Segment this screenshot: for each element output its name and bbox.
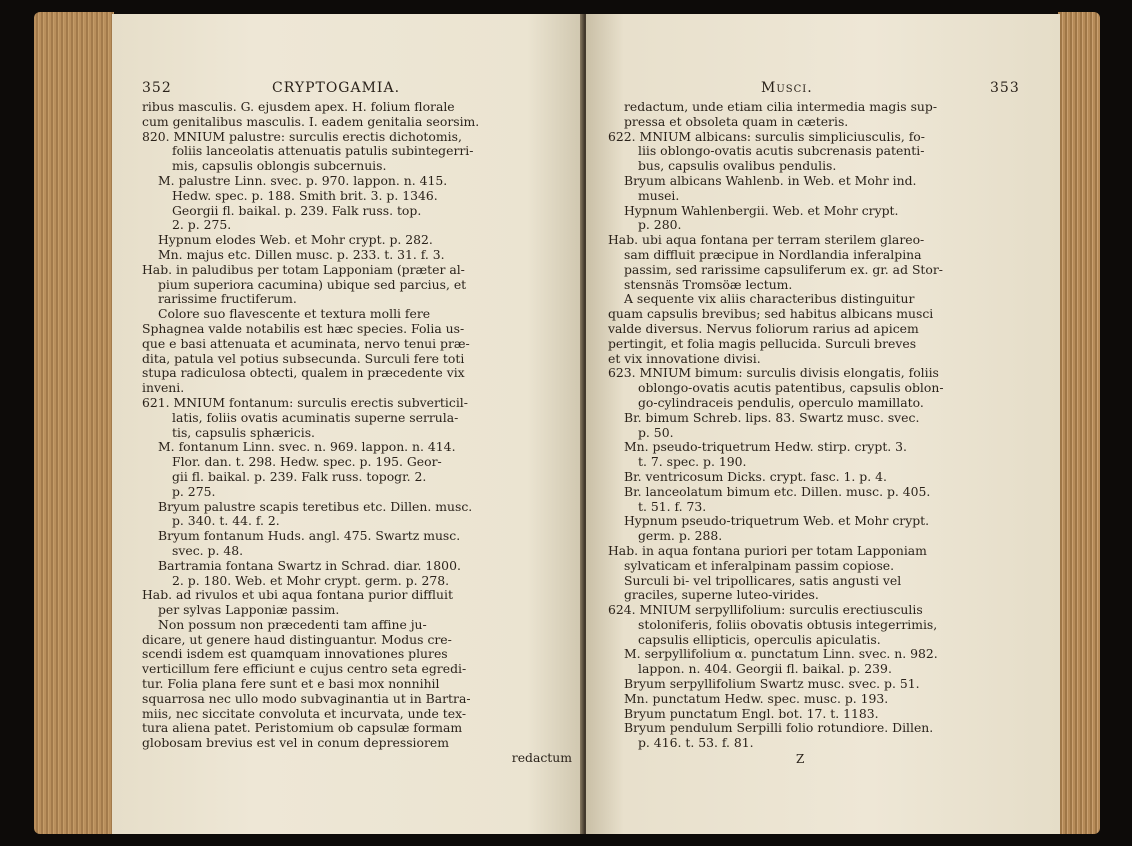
text-line: pressa et obsoleta quam in cæteris. — [624, 113, 849, 129]
text-line: Hab. in paludibus per totam Lapponiam (præter al- — [142, 261, 465, 277]
text-line: que e basi attenuata et acuminata, nervo tenui præ- — [142, 335, 470, 351]
text-line: dicare, ut genere haud distinguantur. Modus cre- — [142, 631, 452, 647]
text-line: sam diffluit præcipue in Nordlandia inferalpina — [624, 246, 922, 262]
text-line: passim, sed rarissime capsuliferum ex. gr. ad Stor- — [624, 261, 943, 277]
text-line: Br. lanceolatum bimum etc. Dillen. musc. p. 405. — [624, 483, 931, 499]
text-line: rarissime fructiferum. — [158, 291, 297, 307]
text-line: 622. MNIUM albicans: surculis simpliciusculis, fo- — [608, 128, 925, 144]
text-line: Surculi bi- vel tripollicares, satis angusti vel — [624, 572, 902, 588]
text-line: Mn. pseudo-triquetrum Hedw. stirp. crypt. 3. — [624, 439, 907, 455]
text-line: Mn. majus etc. Dillen musc. p. 233. t. 31. f. 3. — [158, 246, 445, 262]
text-line: M. serpyllifolium α. punctatum Linn. svec. n. 982. — [624, 646, 938, 662]
text-line: Bryum albicans Wahlenb. in Web. et Mohr ind. — [624, 172, 917, 188]
left-page-text — [142, 100, 572, 766]
text-line: M. palustre Linn. svec. p. 970. lappon. n. 415. — [158, 172, 448, 188]
text-line: p. 280. — [638, 217, 682, 233]
text-line: t. 7. spec. p. 190. — [638, 454, 747, 470]
text-line: Hedw. spec. p. 188. Smith brit. 3. p. 1346. — [172, 187, 438, 203]
text-line: tur. Folia plana fere sunt et e basi mox nonnihil — [142, 676, 440, 692]
text-line: cum genitalibus masculis. I. eadem genitalia seorsim. — [142, 113, 480, 129]
text-line: Bryum palustre scapis teretibus etc. Dillen. musc. — [158, 498, 473, 514]
text-line: lappon. n. 404. Georgii fl. baikal. p. 239. — [638, 661, 892, 677]
text-line: Flor. dan. t. 298. Hedw. spec. p. 195. Geor- — [172, 454, 442, 470]
text-line: Hab. ubi aqua fontana per terram sterilem glareo- — [608, 232, 925, 248]
text-line: redactum, unde etiam cilia intermedia magis sup- — [624, 99, 938, 114]
text-line: et vix innovatione divisi. — [608, 350, 761, 366]
text-line: Colore suo flavescente et textura molli fere — [158, 306, 431, 322]
signature-mark: Z — [796, 752, 805, 766]
text-line: Bryum serpyllifolium Swartz musc. svec. p. 51. — [624, 676, 920, 692]
text-line: tis, capsulis sphæricis. — [172, 424, 316, 440]
text-line: stoloniferis, foliis obovatis obtusis integerrimis, — [638, 616, 938, 632]
left-page-edges — [34, 12, 114, 834]
text-line: per sylvas Lapponiæ passim. — [158, 602, 340, 618]
text-line: sylvaticam et inferalpinam passim copiose. — [624, 557, 895, 573]
text-line: bus, capsulis ovalibus pendulis. — [638, 158, 837, 174]
text-line: p. 416. t. 53. f. 81. — [638, 735, 754, 751]
text-line: 820. MNIUM palustre: surculis erectis dichotomis, — [142, 128, 462, 144]
text-line: Hypnum pseudo-triquetrum Web. et Mohr crypt. — [624, 513, 930, 529]
text-line: graciles, superne luteo-virides. — [624, 587, 819, 603]
text-line: 624. MNIUM serpyllifolium: surculis erectiusculis — [608, 602, 923, 618]
text-line: 623. MNIUM bimum: surculis divisis elongatis, foliis — [608, 365, 939, 381]
text-line: dita, patula vel potius subsecunda. Surculi fere toti — [142, 350, 465, 366]
text-line: 621. MNIUM fontanum: surculis erectis subverticil- — [142, 394, 468, 410]
text-line: p. 50. — [638, 424, 674, 440]
text-line: miis, nec siccitate convoluta et incurvata, unde tex- — [142, 705, 467, 721]
text-line: Bryum punctatum Engl. bot. 17. t. 1183. — [624, 705, 879, 721]
text-line: Hab. in aqua fontana puriori per totam Lapponiam — [608, 542, 927, 558]
text-line: foliis lanceolatis attenuatis patulis subintegerri- — [172, 143, 474, 159]
text-line: Br. ventricosum Dicks. crypt. fasc. 1. p. 4. — [624, 468, 887, 484]
text-line: Br. bimum Schreb. lips. 83. Swartz musc. svec. — [624, 409, 920, 425]
text-line: latis, foliis ovatis acuminatis superne serrula- — [172, 409, 459, 425]
text-line: germ. p. 288. — [638, 528, 723, 544]
text-line: scendi isdem est quamquam innovationes plures — [142, 646, 448, 662]
left-page — [112, 14, 584, 834]
text-line: Sphagnea valde notabilis est hæc species. Folia us- — [142, 320, 465, 336]
text-line: gii fl. baikal. p. 239. Falk russ. topogr. 2. — [172, 468, 427, 484]
text-line: Bryum fontanum Huds. angl. 475. Swartz musc. — [158, 528, 461, 544]
text-line: p. 340. t. 44. f. 2. — [172, 513, 280, 529]
right-page-edges — [1058, 12, 1100, 834]
text-line: Bryum pendulum Serpilli folio rotundiore. Dillen. — [624, 720, 934, 736]
text-line: Mn. punctatum Hedw. spec. musc. p. 193. — [624, 690, 889, 706]
text-line: tura aliena patet. Peristomium ob capsulæ formam — [142, 720, 463, 736]
right-page-text — [608, 100, 1040, 751]
text-line: globosam brevius est vel in conum depressiorem — [142, 735, 449, 751]
right-page — [586, 14, 1060, 834]
text-line: p. 275. — [172, 483, 216, 499]
text-line: stupa radiculosa obtecti, qualem in præcedente vix — [142, 365, 465, 381]
text-line: Hypnum Wahlenbergii. Web. et Mohr crypt. — [624, 202, 899, 218]
text-line: Non possum non præcedenti tam affine ju- — [158, 616, 427, 632]
text-line: Hab. ad rivulos et ubi aqua fontana purior diffluit — [142, 587, 453, 603]
open-book — [34, 8, 1100, 838]
text-line: Hypnum elodes Web. et Mohr crypt. p. 282. — [158, 232, 433, 248]
text-line: go-cylindraceis pendulis, operculo mamillato. — [638, 394, 924, 410]
text-line: t. 51. f. 73. — [638, 498, 707, 514]
text-line: redactum — [511, 750, 572, 766]
text-line: quam capsulis brevibus; sed habitus albicans musci — [608, 306, 934, 322]
text-line: Georgii fl. baikal. p. 239. Falk russ. top. — [172, 202, 422, 218]
text-line: pertingit, et folia magis pellucida. Surculi breves — [608, 335, 917, 351]
text-line: inveni. — [142, 380, 185, 396]
right-running-head: Musci. — [761, 80, 813, 96]
text-line: liis oblongo-ovatis acutis subcrenasis patenti- — [638, 143, 925, 159]
text-line: M. fontanum Linn. svec. n. 969. lappon. n. 414. — [158, 439, 456, 455]
text-line: oblongo-ovatis acutis patentibus, capsulis oblon- — [638, 380, 944, 396]
text-line: squarrosa nec ullo modo subvaginantia ut in Bartra- — [142, 690, 471, 706]
text-line: ribus masculis. G. ejusdem apex. H. folium florale — [142, 99, 455, 114]
text-line: pium superiora cacumina) ubique sed parcius, et — [158, 276, 467, 292]
left-running-head: CRYPTOGAMIA. — [272, 80, 401, 96]
text-line: 2. p. 180. Web. et Mohr crypt. germ. p. 278. — [172, 572, 450, 588]
text-line: capsulis ellipticis, operculis apiculatis. — [638, 631, 881, 647]
text-line: stensnäs Tromsöæ lectum. — [624, 276, 793, 292]
text-line: verticillum fere efficiunt e cujus centro seta egredi- — [142, 661, 467, 677]
text-line: 2. p. 275. — [172, 217, 232, 233]
text-line: musei. — [638, 187, 680, 203]
text-line: A sequente vix aliis characteribus distinguitur — [624, 291, 915, 307]
text-line: svec. p. 48. — [172, 542, 244, 558]
left-page-number: 352 — [142, 80, 172, 96]
text-line: Bartramia fontana Swartz in Schrad. diar. 1800. — [158, 557, 461, 573]
text-line: valde diversus. Nervus foliorum rarius ad apicem — [608, 320, 919, 336]
text-line: mis, capsulis oblongis subcernuis. — [172, 158, 387, 174]
right-page-number: 353 — [990, 80, 1020, 96]
